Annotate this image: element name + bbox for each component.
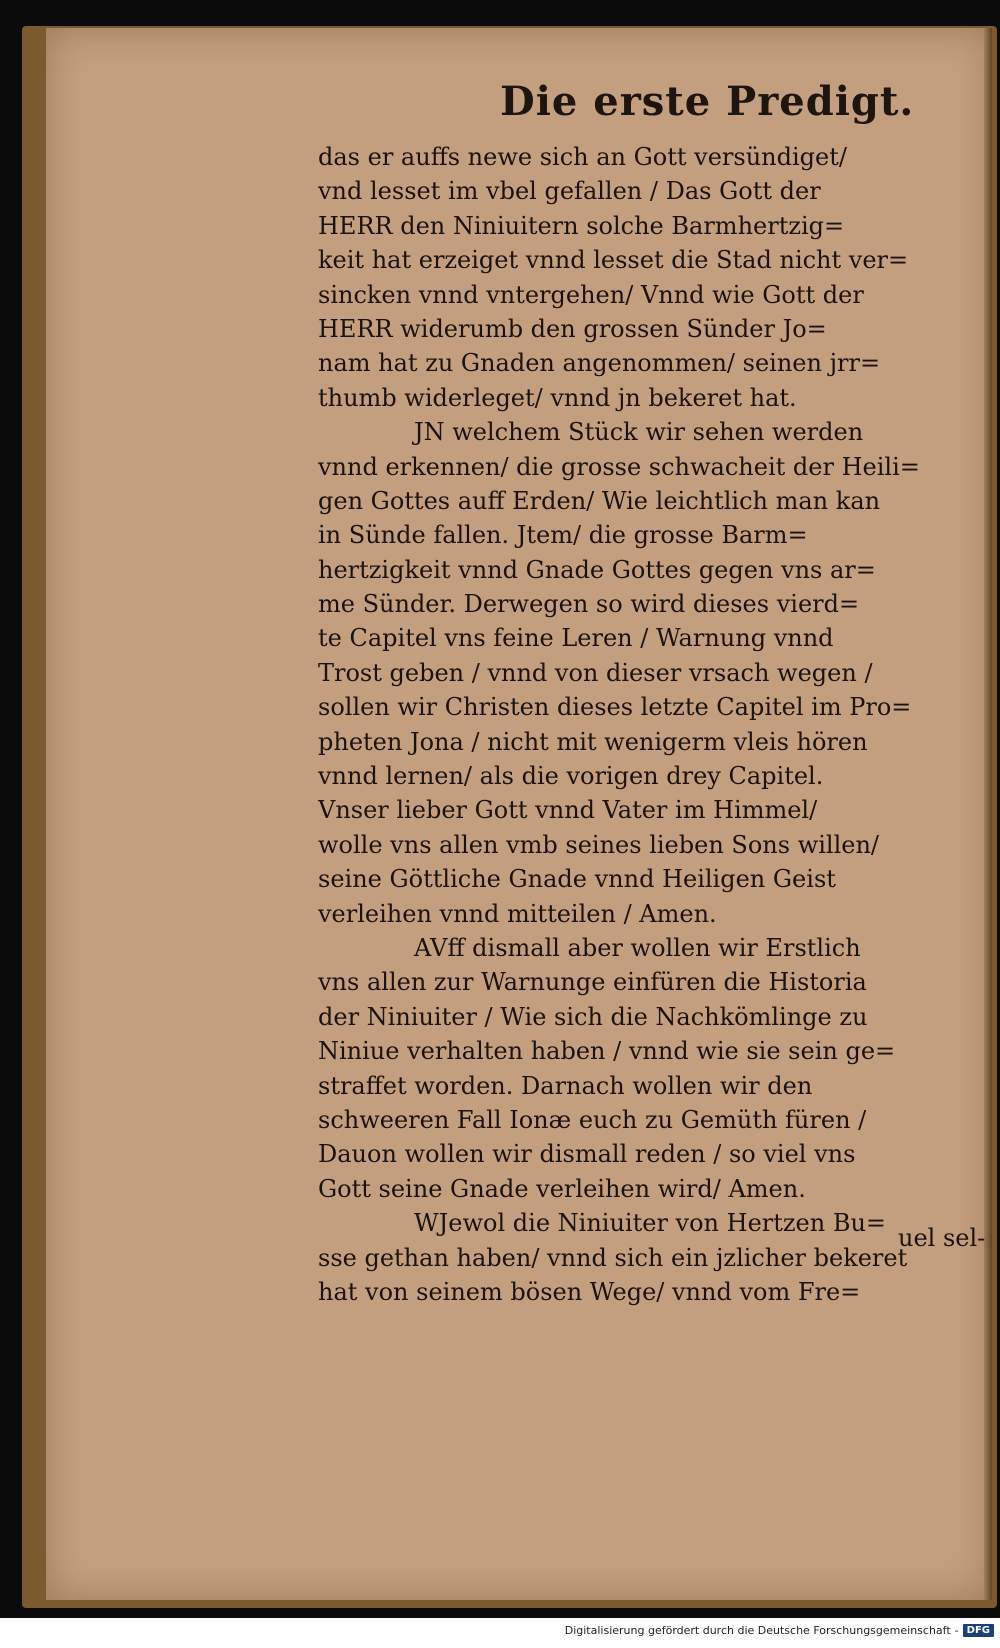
- catchword: uel sel-: [898, 1224, 986, 1252]
- running-head: Die erste Predigt.: [500, 78, 915, 125]
- text-line: gen Gottes auff Erden/ Wie leichtlich man kan: [318, 486, 881, 515]
- text-line: schweeren Fall Ionæ euch zu Gemüth füren /: [318, 1105, 867, 1134]
- text-line: Gott seine Gnade verleihen wird/ Amen.: [318, 1174, 806, 1203]
- text-line: wolle vns allen vmb seines lieben Sons willen/: [318, 830, 880, 859]
- text-line: seine Göttliche Gnade vnnd Heiligen Geist: [318, 865, 836, 894]
- text-line: nam hat zu Gnaden angenommen/ seinen jrr=: [318, 349, 881, 378]
- text-line: hat von seinem bösen Wege/ vnnd vom Fre=: [318, 1277, 861, 1306]
- text-line: HERR widerumb den grossen Sünder Jo=: [318, 314, 827, 343]
- text-line: vns allen zur Warnunge einfüren die Historia: [318, 968, 867, 997]
- text-line: verleihen vnnd mitteilen / Amen.: [318, 899, 717, 928]
- text-line: Vnser lieber Gott vnnd Vater im Himmel/: [318, 796, 818, 825]
- text-line: AVff dismall aber wollen wir Erstlich: [414, 933, 861, 962]
- text-line: sollen wir Christen dieses letzte Capitel im Pro=: [318, 693, 912, 722]
- text-line: das er auffs newe sich an Gott versündiget/: [318, 143, 847, 171]
- text-line: JN welchem Stück wir sehen werden: [414, 418, 864, 447]
- text-line: vnd lesset im vbel gefallen / Das Gott der: [318, 177, 821, 206]
- text-line: in Sünde fallen. Jtem/ die grosse Barm=: [318, 521, 808, 550]
- text-line: Niniue verhalten haben / vnnd wie sie sein ge=: [318, 1037, 896, 1066]
- footer-credit: Digitalisierung gefördert durch die Deutsche Forschungsgemeinschaft: [564, 1624, 951, 1637]
- text-line: keit hat erzeiget vnnd lesset die Stad nicht ver=: [318, 246, 909, 275]
- body-text: [318, 140, 994, 1309]
- text-line: WJewol die Niniuiter von Hertzen Bu=: [414, 1209, 887, 1238]
- text-line: me Sünder. Derwegen so wird dieses vierd=: [318, 590, 860, 619]
- text-line: HERR den Niniuitern solche Barmhertzig=: [318, 211, 845, 240]
- text-line: der Niniuiter / Wie sich die Nachkömlinge zu: [318, 1002, 868, 1031]
- text-line: thumb widerleget/ vnnd jn bekeret hat.: [318, 383, 797, 412]
- text-line: sincken vnnd vntergehen/ Vnnd wie Gott der: [318, 280, 864, 309]
- text-line: pheten Jona / nicht mit wenigerm vleis hören: [318, 727, 868, 756]
- text-line: straffet worden. Darnach wollen wir den: [318, 1071, 813, 1100]
- text-line: vnnd lernen/ als die vorigen drey Capitel.: [318, 762, 824, 791]
- dfg-logo: DFG: [963, 1624, 994, 1637]
- digitization-footer: Digitalisierung gefördert durch die Deutsche Forschungsgemeinschaft - DFG: [565, 1624, 994, 1637]
- text-line: Dauon wollen wir dismall reden / so viel vns: [318, 1140, 856, 1169]
- text-line: sse gethan haben/ vnnd sich ein jzlicher bekeret: [318, 1243, 908, 1272]
- text-line: te Capitel vns feine Leren / Warnung vnnd: [318, 624, 834, 653]
- text-line: hertzigkeit vnnd Gnade Gottes gegen vns ar=: [318, 555, 876, 584]
- text-line: vnnd erkennen/ die grosse schwacheit der Heili=: [318, 452, 920, 481]
- text-line: Trost geben / vnnd von dieser vrsach wegen /: [318, 658, 873, 687]
